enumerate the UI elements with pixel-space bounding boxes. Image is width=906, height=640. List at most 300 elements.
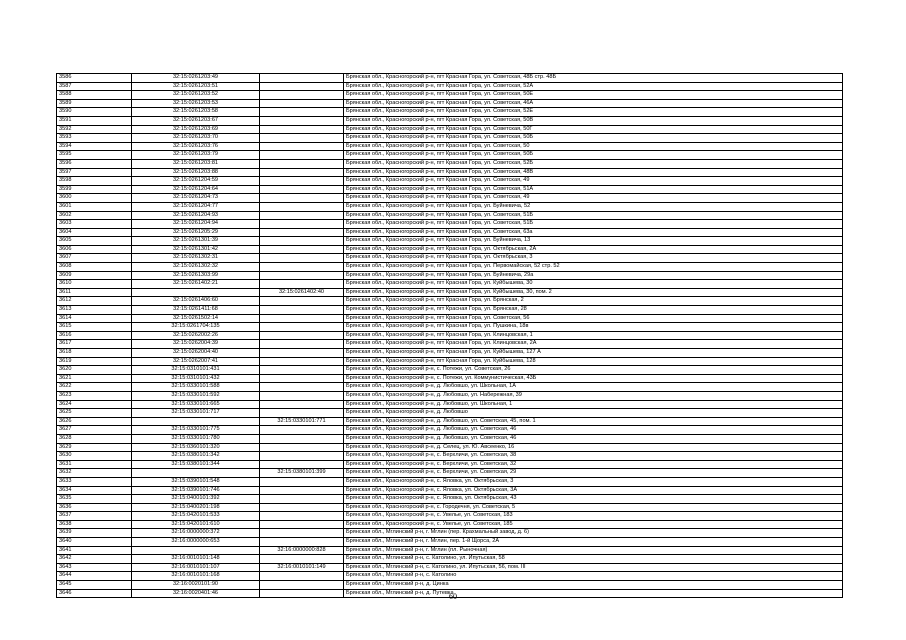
sub-cadastral-number-cell bbox=[260, 245, 344, 254]
sub-cadastral-number-cell bbox=[260, 538, 344, 547]
table-row bbox=[57, 323, 843, 332]
cadastral-number-cell: 32:15:0310101:432 bbox=[132, 374, 260, 383]
cadastral-number-cell: 32:15:0330101:592 bbox=[132, 391, 260, 400]
table-row bbox=[57, 151, 843, 160]
address-cell: Брянская обл., Красногорский р-н, пгт Красная Гора, ул. Клинцовская, 1 bbox=[344, 331, 843, 340]
address-cell: Брянская обл., Мглинский р-н, с. Католино, ул. Ипутьская, 58 bbox=[344, 555, 843, 564]
cadastral-number-cell: 32:15:0261204:73 bbox=[132, 194, 260, 203]
table-row bbox=[57, 202, 843, 211]
table-row bbox=[57, 391, 843, 400]
table-row bbox=[57, 400, 843, 409]
table-row bbox=[57, 452, 843, 461]
address-cell: Брянская обл., Красногорский р-н, пгт Красная Гора, ул. Куйбышева, 128 bbox=[344, 357, 843, 366]
cadastral-number-cell: 32:15:0261302:32 bbox=[132, 263, 260, 272]
row-number-cell: 3617 bbox=[57, 340, 132, 349]
cadastral-number-cell: 32:15:0261203:88 bbox=[132, 168, 260, 177]
table-row bbox=[57, 357, 843, 366]
row-number-cell: 3630 bbox=[57, 452, 132, 461]
table-row bbox=[57, 331, 843, 340]
address-cell: Брянская обл., Мглинский р-н, с. Католино bbox=[344, 572, 843, 581]
address-cell: Брянская обл., Красногорский р-н, пгт Красная Гора, ул. Буйневича, 29а bbox=[344, 271, 843, 280]
row-number-cell: 3622 bbox=[57, 383, 132, 392]
row-number-cell: 3590 bbox=[57, 108, 132, 117]
cadastral-number-cell: 32:15:0261301:42 bbox=[132, 245, 260, 254]
address-cell: Брянская обл., Красногорский р-н, пгт Красная Гора, ул. Советская, 50 bbox=[344, 142, 843, 151]
cadastral-number-cell: 32:15:0261203:69 bbox=[132, 125, 260, 134]
sub-cadastral-number-cell bbox=[260, 151, 344, 160]
table-row bbox=[57, 314, 843, 323]
address-cell: Брянская обл., Красногорский р-н, пгт Красная Гора, ул. Советская, 50В bbox=[344, 116, 843, 125]
sub-cadastral-number-cell bbox=[260, 116, 344, 125]
table-row bbox=[57, 409, 843, 418]
table-row bbox=[57, 82, 843, 91]
sub-cadastral-number-cell bbox=[260, 391, 344, 400]
row-number-cell: 3588 bbox=[57, 91, 132, 100]
address-cell: Брянская обл., Красногорский р-н, с. Увелье, ул. Советская, 185 bbox=[344, 520, 843, 529]
table-row bbox=[57, 417, 843, 426]
address-cell: Брянская обл., Красногорский р-н, пгт Красная Гора, ул. Куйбышева, 30, пом. 2 bbox=[344, 288, 843, 297]
row-number-cell: 3635 bbox=[57, 495, 132, 504]
row-number-cell: 3615 bbox=[57, 323, 132, 332]
sub-cadastral-number-cell bbox=[260, 572, 344, 581]
cadastral-number-cell: 32:15:0261203:49 bbox=[132, 74, 260, 83]
row-number-cell: 3610 bbox=[57, 280, 132, 289]
cadastral-number-cell: 32:15:0261502:14 bbox=[132, 314, 260, 323]
address-cell: Брянская обл., Мглинский р-н, д. Путевка bbox=[344, 589, 843, 598]
cadastral-number-cell: 32:15:0261204:93 bbox=[132, 211, 260, 220]
sub-cadastral-number-cell bbox=[260, 142, 344, 151]
row-number-cell: 3604 bbox=[57, 228, 132, 237]
address-cell: Брянская обл., Красногорский р-н, пгт Красная Гора, ул. Куйбышева, 127 А bbox=[344, 349, 843, 358]
cadastral-number-cell: 32:15:0310101:431 bbox=[132, 366, 260, 375]
cadastral-number-cell: 32:16:0010101:148 bbox=[132, 555, 260, 564]
sub-cadastral-number-cell bbox=[260, 529, 344, 538]
table-row bbox=[57, 91, 843, 100]
address-cell: Брянская обл., Красногорский р-н, пгт Красная Гора, ул. Советская, 50Г bbox=[344, 125, 843, 134]
row-number-cell: 3592 bbox=[57, 125, 132, 134]
table-row bbox=[57, 280, 843, 289]
table-row bbox=[57, 263, 843, 272]
table-row bbox=[57, 426, 843, 435]
cadastral-number-cell: 32:15:0261302:31 bbox=[132, 254, 260, 263]
row-number-cell: 3644 bbox=[57, 572, 132, 581]
sub-cadastral-number-cell bbox=[260, 460, 344, 469]
sub-cadastral-number-cell bbox=[260, 82, 344, 91]
sub-cadastral-number-cell bbox=[260, 74, 344, 83]
cadastral-number-cell bbox=[132, 288, 260, 297]
row-number-cell: 3620 bbox=[57, 366, 132, 375]
cadastral-number-cell: 32:15:0261204:77 bbox=[132, 202, 260, 211]
address-cell: Брянская обл., Красногорский р-н, пгт Красная Гора, ул. Советская, 49 bbox=[344, 177, 843, 186]
sub-cadastral-number-cell bbox=[260, 271, 344, 280]
address-cell: Брянская обл., Красногорский р-н, д. Любовшо, ул. Советская, 45, пом. 1 bbox=[344, 417, 843, 426]
address-cell: Брянская обл., Красногорский р-н, с. Яловка, ул. Октябрьская, 43 bbox=[344, 495, 843, 504]
cadastral-number-cell: 32:15:0261411:68 bbox=[132, 306, 260, 315]
address-cell: Брянская обл., Красногорский р-н, с. Яловка, ул. Октябрьская, 3 bbox=[344, 477, 843, 486]
sub-cadastral-number-cell bbox=[260, 366, 344, 375]
address-cell: Брянская обл., Мглинский р-н, с. Католино, ул. Ипутьская, 56, пом. III bbox=[344, 563, 843, 572]
row-number-cell: 3628 bbox=[57, 434, 132, 443]
address-cell: Брянская обл., Мглинский р-н, д. Цинка bbox=[344, 581, 843, 590]
table-row bbox=[57, 434, 843, 443]
table-row bbox=[57, 108, 843, 117]
sub-cadastral-number-cell bbox=[260, 297, 344, 306]
row-number-cell: 3627 bbox=[57, 426, 132, 435]
sub-cadastral-number-cell bbox=[260, 237, 344, 246]
address-cell: Брянская обл., Красногорский р-н, пгт Красная Гора, ул. Советская, 51А bbox=[344, 185, 843, 194]
table-row bbox=[57, 443, 843, 452]
address-cell: Брянская обл., Красногорский р-н, пгт Красная Гора, ул. Советская, 50Б bbox=[344, 151, 843, 160]
cadastral-number-cell: 32:15:0262004:39 bbox=[132, 340, 260, 349]
address-cell: Брянская обл., Красногорский р-н, пгт Красная Гора, ул. Советская, 63а bbox=[344, 228, 843, 237]
cadastral-number-cell: 32:15:0330101:780 bbox=[132, 434, 260, 443]
sub-cadastral-number-cell bbox=[260, 99, 344, 108]
cadastral-number-cell: 32:15:0262004:40 bbox=[132, 349, 260, 358]
table-row bbox=[57, 383, 843, 392]
address-cell: Брянская обл., Красногорский р-н, пгт Красная Гора, ул. Советская, 50Е bbox=[344, 91, 843, 100]
row-number-cell: 3591 bbox=[57, 116, 132, 125]
address-cell: Брянская обл., Красногорский р-н, пгт Красная Гора, ул. Советская, 46А bbox=[344, 99, 843, 108]
table-row bbox=[57, 168, 843, 177]
row-number-cell: 3601 bbox=[57, 202, 132, 211]
cadastral-number-cell: 32:15:0330101:665 bbox=[132, 400, 260, 409]
cadastral-number-cell: 32:16:0000000:372 bbox=[132, 529, 260, 538]
address-cell: Брянская обл., Красногорский р-н, с. Потежи, ул. Коммунистическая, 43Б bbox=[344, 374, 843, 383]
sub-cadastral-number-cell: 32:15:0261402:40 bbox=[260, 288, 344, 297]
address-cell: Брянская обл., Красногорский р-н, пгт Красная Гора, ул. Советская, 48В bbox=[344, 168, 843, 177]
table-row bbox=[57, 116, 843, 125]
sub-cadastral-number-cell bbox=[260, 374, 344, 383]
address-cell: Брянская обл., Красногорский р-н, пгт Красная Гора, ул. Советская, 51Б bbox=[344, 220, 843, 229]
sub-cadastral-number-cell bbox=[260, 477, 344, 486]
table-row bbox=[57, 581, 843, 590]
sub-cadastral-number-cell bbox=[260, 383, 344, 392]
cadastral-number-cell: 32:15:0261704:135 bbox=[132, 323, 260, 332]
table-row bbox=[57, 503, 843, 512]
row-number-cell: 3645 bbox=[57, 581, 132, 590]
row-number-cell: 3589 bbox=[57, 99, 132, 108]
sub-cadastral-number-cell bbox=[260, 177, 344, 186]
sub-cadastral-number-cell bbox=[260, 306, 344, 315]
address-cell: Брянская обл., Красногорский р-н, с. Городечня, ул. Советская, 5 bbox=[344, 503, 843, 512]
table-row bbox=[57, 572, 843, 581]
row-number-cell: 3623 bbox=[57, 391, 132, 400]
row-number-cell: 3608 bbox=[57, 263, 132, 272]
sub-cadastral-number-cell bbox=[260, 426, 344, 435]
address-cell: Брянская обл., Красногорский р-н, пгт Красная Гора, ул. Брянская, 2 bbox=[344, 297, 843, 306]
row-number-cell: 3625 bbox=[57, 409, 132, 418]
table-row bbox=[57, 546, 843, 555]
table-row bbox=[57, 469, 843, 478]
sub-cadastral-number-cell bbox=[260, 108, 344, 117]
table-row bbox=[57, 495, 843, 504]
address-cell: Брянская обл., Красногорский р-н, с. Верхличи, ул. Советская, 32 bbox=[344, 460, 843, 469]
address-cell: Брянская обл., Мглинский р-н, г. Мглин (пер. Крахмальный завод, д. 6) bbox=[344, 529, 843, 538]
cadastral-number-cell: 32:15:0261203:52 bbox=[132, 91, 260, 100]
sub-cadastral-number-cell bbox=[260, 555, 344, 564]
address-cell: Брянская обл., Красногорский р-н, пгт Красная Гора, ул. Советская, 52Б bbox=[344, 159, 843, 168]
table-row bbox=[57, 288, 843, 297]
cadastral-number-cell: 32:16:0020101:90 bbox=[132, 581, 260, 590]
table-row bbox=[57, 245, 843, 254]
address-cell: Брянская обл., Красногорский р-н, пгт Красная Гора, ул. Октябрьская, 3 bbox=[344, 254, 843, 263]
table-row bbox=[57, 220, 843, 229]
table-row bbox=[57, 563, 843, 572]
sub-cadastral-number-cell bbox=[260, 340, 344, 349]
page-number: 60 bbox=[449, 592, 457, 601]
cadastral-number-cell: 32:15:0261203:76 bbox=[132, 142, 260, 151]
cadastral-number-cell bbox=[132, 469, 260, 478]
row-number-cell: 3597 bbox=[57, 168, 132, 177]
sub-cadastral-number-cell bbox=[260, 211, 344, 220]
cadastral-number-cell: 32:16:0010101:107 bbox=[132, 563, 260, 572]
sub-cadastral-number-cell bbox=[260, 159, 344, 168]
cadastral-number-cell: 32:15:0330101:588 bbox=[132, 383, 260, 392]
cadastral-number-cell: 32:15:0261301:39 bbox=[132, 237, 260, 246]
table-row bbox=[57, 185, 843, 194]
address-cell: Брянская обл., Мглинский р-н, г. Мглин, пер. 1-й Щорса, 2А bbox=[344, 538, 843, 547]
cadastral-number-cell: 32:15:0261203:79 bbox=[132, 151, 260, 160]
sub-cadastral-number-cell bbox=[260, 168, 344, 177]
address-cell: Брянская обл., Красногорский р-н, пгт Красная Гора, ул. Советская, 52А bbox=[344, 82, 843, 91]
address-cell: Брянская обл., Красногорский р-н, д. Любовшо, ул. Набережная, 39 bbox=[344, 391, 843, 400]
row-number-cell: 3596 bbox=[57, 159, 132, 168]
sub-cadastral-number-cell bbox=[260, 185, 344, 194]
cadastral-number-cell: 32:15:0261203:58 bbox=[132, 108, 260, 117]
sub-cadastral-number-cell bbox=[260, 125, 344, 134]
address-cell: Брянская обл., Красногорский р-н, пгт Красная Гора, ул. Клинцовская, 2А bbox=[344, 340, 843, 349]
cadastral-number-cell: 32:15:0261203:81 bbox=[132, 159, 260, 168]
table-row bbox=[57, 254, 843, 263]
row-number-cell: 3595 bbox=[57, 151, 132, 160]
cadastral-number-cell bbox=[132, 546, 260, 555]
address-cell: Брянская обл., Мглинский р-н, г. Мглин (пл. Рыночная) bbox=[344, 546, 843, 555]
table-row bbox=[57, 340, 843, 349]
row-number-cell: 3586 bbox=[57, 74, 132, 83]
row-number-cell: 3633 bbox=[57, 477, 132, 486]
row-number-cell: 3606 bbox=[57, 245, 132, 254]
cadastral-number-cell: 32:15:0400101:392 bbox=[132, 495, 260, 504]
registry-rows bbox=[57, 74, 843, 598]
sub-cadastral-number-cell bbox=[260, 254, 344, 263]
table-row bbox=[57, 211, 843, 220]
sub-cadastral-number-cell bbox=[260, 486, 344, 495]
row-number-cell: 3631 bbox=[57, 460, 132, 469]
row-number-cell: 3636 bbox=[57, 503, 132, 512]
sub-cadastral-number-cell bbox=[260, 520, 344, 529]
sub-cadastral-number-cell bbox=[260, 409, 344, 418]
sub-cadastral-number-cell bbox=[260, 357, 344, 366]
row-number-cell: 3637 bbox=[57, 512, 132, 521]
sub-cadastral-number-cell bbox=[260, 220, 344, 229]
cadastral-number-cell: 32:16:0020401:46 bbox=[132, 589, 260, 598]
row-number-cell: 3612 bbox=[57, 297, 132, 306]
address-cell: Брянская обл., Красногорский р-н, д. Любовшо bbox=[344, 409, 843, 418]
table-row bbox=[57, 194, 843, 203]
address-cell: Брянская обл., Красногорский р-н, пгт Красная Гора, ул. Советская, 51Б bbox=[344, 211, 843, 220]
sub-cadastral-number-cell bbox=[260, 512, 344, 521]
table-row bbox=[57, 159, 843, 168]
table-row bbox=[57, 512, 843, 521]
row-number-cell: 3634 bbox=[57, 486, 132, 495]
address-cell: Брянская обл., Красногорский р-н, с. Потежи, ул. Советская, 26 bbox=[344, 366, 843, 375]
table-row bbox=[57, 477, 843, 486]
table-row bbox=[57, 460, 843, 469]
table-row bbox=[57, 374, 843, 383]
row-number-cell: 3603 bbox=[57, 220, 132, 229]
table-row bbox=[57, 297, 843, 306]
cadastral-number-cell: 32:15:0261204:64 bbox=[132, 185, 260, 194]
row-number-cell: 3614 bbox=[57, 314, 132, 323]
table-row bbox=[57, 529, 843, 538]
address-cell: Брянская обл., Красногорский р-н, пгт Красная Гора, ул. Куйбышева, 30 bbox=[344, 280, 843, 289]
sub-cadastral-number-cell: 32:16:0000000:828 bbox=[260, 546, 344, 555]
row-number-cell: 3609 bbox=[57, 271, 132, 280]
table-row bbox=[57, 228, 843, 237]
row-number-cell: 3629 bbox=[57, 443, 132, 452]
address-cell: Брянская обл., Красногорский р-н, пгт Красная Гора, ул. Первомайская, 52 стр. 52 bbox=[344, 263, 843, 272]
sub-cadastral-number-cell bbox=[260, 331, 344, 340]
address-cell: Брянская обл., Красногорский р-н, с. Верхличи, ул. Советская, 38 bbox=[344, 452, 843, 461]
table-row bbox=[57, 142, 843, 151]
cadastral-number-cell: 32:15:0262007:41 bbox=[132, 357, 260, 366]
table-row bbox=[57, 271, 843, 280]
cadastral-number-cell: 32:15:0380101:342 bbox=[132, 452, 260, 461]
sub-cadastral-number-cell: 32:16:0010101:149 bbox=[260, 563, 344, 572]
table-row bbox=[57, 99, 843, 108]
sub-cadastral-number-cell bbox=[260, 323, 344, 332]
row-number-cell: 3641 bbox=[57, 546, 132, 555]
row-number-cell: 3632 bbox=[57, 469, 132, 478]
address-cell: Брянская обл., Красногорский р-н, пгт Красная Гора, ул. Советская, 49 bbox=[344, 194, 843, 203]
address-cell: Брянская обл., Красногорский р-н, пгт Красная Гора, ул. Советская, 50Б bbox=[344, 134, 843, 143]
address-cell: Брянская обл., Красногорский р-н, д. Селец, ул. Ю. Авсеенко, 16 bbox=[344, 443, 843, 452]
cadastral-number-cell: 32:15:0261203:51 bbox=[132, 82, 260, 91]
row-number-cell: 3600 bbox=[57, 194, 132, 203]
cadastral-number-cell: 32:15:0261204:59 bbox=[132, 177, 260, 186]
row-number-cell: 3602 bbox=[57, 211, 132, 220]
table-row bbox=[57, 306, 843, 315]
sub-cadastral-number-cell bbox=[260, 228, 344, 237]
sub-cadastral-number-cell bbox=[260, 349, 344, 358]
row-number-cell: 3594 bbox=[57, 142, 132, 151]
table-row bbox=[57, 177, 843, 186]
sub-cadastral-number-cell bbox=[260, 202, 344, 211]
cadastral-number-cell: 32:15:0261303:99 bbox=[132, 271, 260, 280]
cadastral-number-cell: 32:15:0261203:53 bbox=[132, 99, 260, 108]
sub-cadastral-number-cell bbox=[260, 263, 344, 272]
row-number-cell: 3646 bbox=[57, 589, 132, 598]
address-cell: Брянская обл., Красногорский р-н, д. Любовшо, ул. Школьная, 1 bbox=[344, 400, 843, 409]
row-number-cell: 3619 bbox=[57, 357, 132, 366]
sub-cadastral-number-cell bbox=[260, 91, 344, 100]
table-row bbox=[57, 134, 843, 143]
cadastral-number-cell: 32:15:0261205:29 bbox=[132, 228, 260, 237]
sub-cadastral-number-cell: 32:15:0330101:771 bbox=[260, 417, 344, 426]
address-cell: Брянская обл., Красногорский р-н, пгт Красная Гора, ул. Советская, 52Е bbox=[344, 108, 843, 117]
cadastral-number-cell: 32:15:0390101:548 bbox=[132, 477, 260, 486]
sub-cadastral-number-cell bbox=[260, 314, 344, 323]
cadastral-number-cell: 32:15:0261203:67 bbox=[132, 116, 260, 125]
table-row bbox=[57, 486, 843, 495]
address-cell: Брянская обл., Красногорский р-н, пгт Красная Гора, ул. Советская, 48Б стр. 48Б bbox=[344, 74, 843, 83]
address-cell: Брянская обл., Красногорский р-н, пгт Красная Гора, ул. Буйневича, 13 bbox=[344, 237, 843, 246]
row-number-cell: 3616 bbox=[57, 331, 132, 340]
cadastral-number-cell: 32:15:0330101:717 bbox=[132, 409, 260, 418]
row-number-cell: 3599 bbox=[57, 185, 132, 194]
sub-cadastral-number-cell bbox=[260, 443, 344, 452]
cadastral-number-cell: 32:15:0261204:94 bbox=[132, 220, 260, 229]
row-number-cell: 3613 bbox=[57, 306, 132, 315]
address-cell: Брянская обл., Красногорский р-н, д. Любовшо, ул. Школьная, 1А bbox=[344, 383, 843, 392]
row-number-cell: 3624 bbox=[57, 400, 132, 409]
sub-cadastral-number-cell bbox=[260, 452, 344, 461]
cadastral-number-cell: 32:16:0000000:653 bbox=[132, 538, 260, 547]
address-cell: Брянская обл., Красногорский р-н, пгт Красная Гора, ул. Пушкина, 18в bbox=[344, 323, 843, 332]
table-row bbox=[57, 349, 843, 358]
row-number-cell: 3611 bbox=[57, 288, 132, 297]
row-number-cell: 3640 bbox=[57, 538, 132, 547]
cadastral-number-cell: 32:15:0330101:775 bbox=[132, 426, 260, 435]
row-number-cell: 3621 bbox=[57, 374, 132, 383]
row-number-cell: 3638 bbox=[57, 520, 132, 529]
sub-cadastral-number-cell bbox=[260, 434, 344, 443]
sub-cadastral-number-cell bbox=[260, 495, 344, 504]
address-cell: Брянская обл., Красногорский р-н, пгт Красная Гора, ул. Буйневича, 52 bbox=[344, 202, 843, 211]
row-number-cell: 3607 bbox=[57, 254, 132, 263]
sub-cadastral-number-cell bbox=[260, 400, 344, 409]
cadastral-number-cell: 32:15:0261402:21 bbox=[132, 280, 260, 289]
row-number-cell: 3642 bbox=[57, 555, 132, 564]
row-number-cell: 3639 bbox=[57, 529, 132, 538]
address-cell: Брянская обл., Красногорский р-н, с. Увелье, ул. Советская, 183 bbox=[344, 512, 843, 521]
row-number-cell: 3593 bbox=[57, 134, 132, 143]
sub-cadastral-number-cell bbox=[260, 280, 344, 289]
row-number-cell: 3643 bbox=[57, 563, 132, 572]
table-row bbox=[57, 366, 843, 375]
cadastral-number-cell: 32:16:0010101:168 bbox=[132, 572, 260, 581]
row-number-cell: 3598 bbox=[57, 177, 132, 186]
address-cell: Брянская обл., Красногорский р-н, с. Верхличи, ул. Советская, 29 bbox=[344, 469, 843, 478]
table-row bbox=[57, 237, 843, 246]
sub-cadastral-number-cell bbox=[260, 134, 344, 143]
cadastral-number-cell: 32:15:0390101:746 bbox=[132, 486, 260, 495]
row-number-cell: 3605 bbox=[57, 237, 132, 246]
table-row bbox=[57, 520, 843, 529]
address-cell: Брянская обл., Красногорский р-н, пгт Красная Гора, ул. Октябрьская, 2А bbox=[344, 245, 843, 254]
sub-cadastral-number-cell: 32:15:0380101:399 bbox=[260, 469, 344, 478]
cadastral-number-cell: 32:15:0420101:533 bbox=[132, 512, 260, 521]
address-cell: Брянская обл., Красногорский р-н, д. Любовшо, ул. Советская, 46 bbox=[344, 434, 843, 443]
cadastral-number-cell: 32:15:0261203:70 bbox=[132, 134, 260, 143]
registry-table bbox=[56, 73, 843, 598]
address-cell: Брянская обл., Красногорский р-н, пгт Красная Гора, ул. Советская, 56 bbox=[344, 314, 843, 323]
address-cell: Брянская обл., Красногорский р-н, пгт Красная Гора, ул. Брянская, 28 bbox=[344, 306, 843, 315]
sub-cadastral-number-cell bbox=[260, 503, 344, 512]
table-row bbox=[57, 555, 843, 564]
sub-cadastral-number-cell bbox=[260, 581, 344, 590]
table-row bbox=[57, 125, 843, 134]
cadastral-number-cell: 32:15:0360101:320 bbox=[132, 443, 260, 452]
address-cell: Брянская обл., Красногорский р-н, д. Любовшо, ул. Советская, 46 bbox=[344, 426, 843, 435]
cadastral-number-cell bbox=[132, 417, 260, 426]
address-cell: Брянская обл., Красногорский р-н, с. Яловка, ул. Октябрьская, 3А bbox=[344, 486, 843, 495]
row-number-cell: 3626 bbox=[57, 417, 132, 426]
cadastral-number-cell: 32:15:0262002:26 bbox=[132, 331, 260, 340]
cadastral-number-cell: 32:15:0261406:60 bbox=[132, 297, 260, 306]
sub-cadastral-number-cell bbox=[260, 194, 344, 203]
row-number-cell: 3587 bbox=[57, 82, 132, 91]
